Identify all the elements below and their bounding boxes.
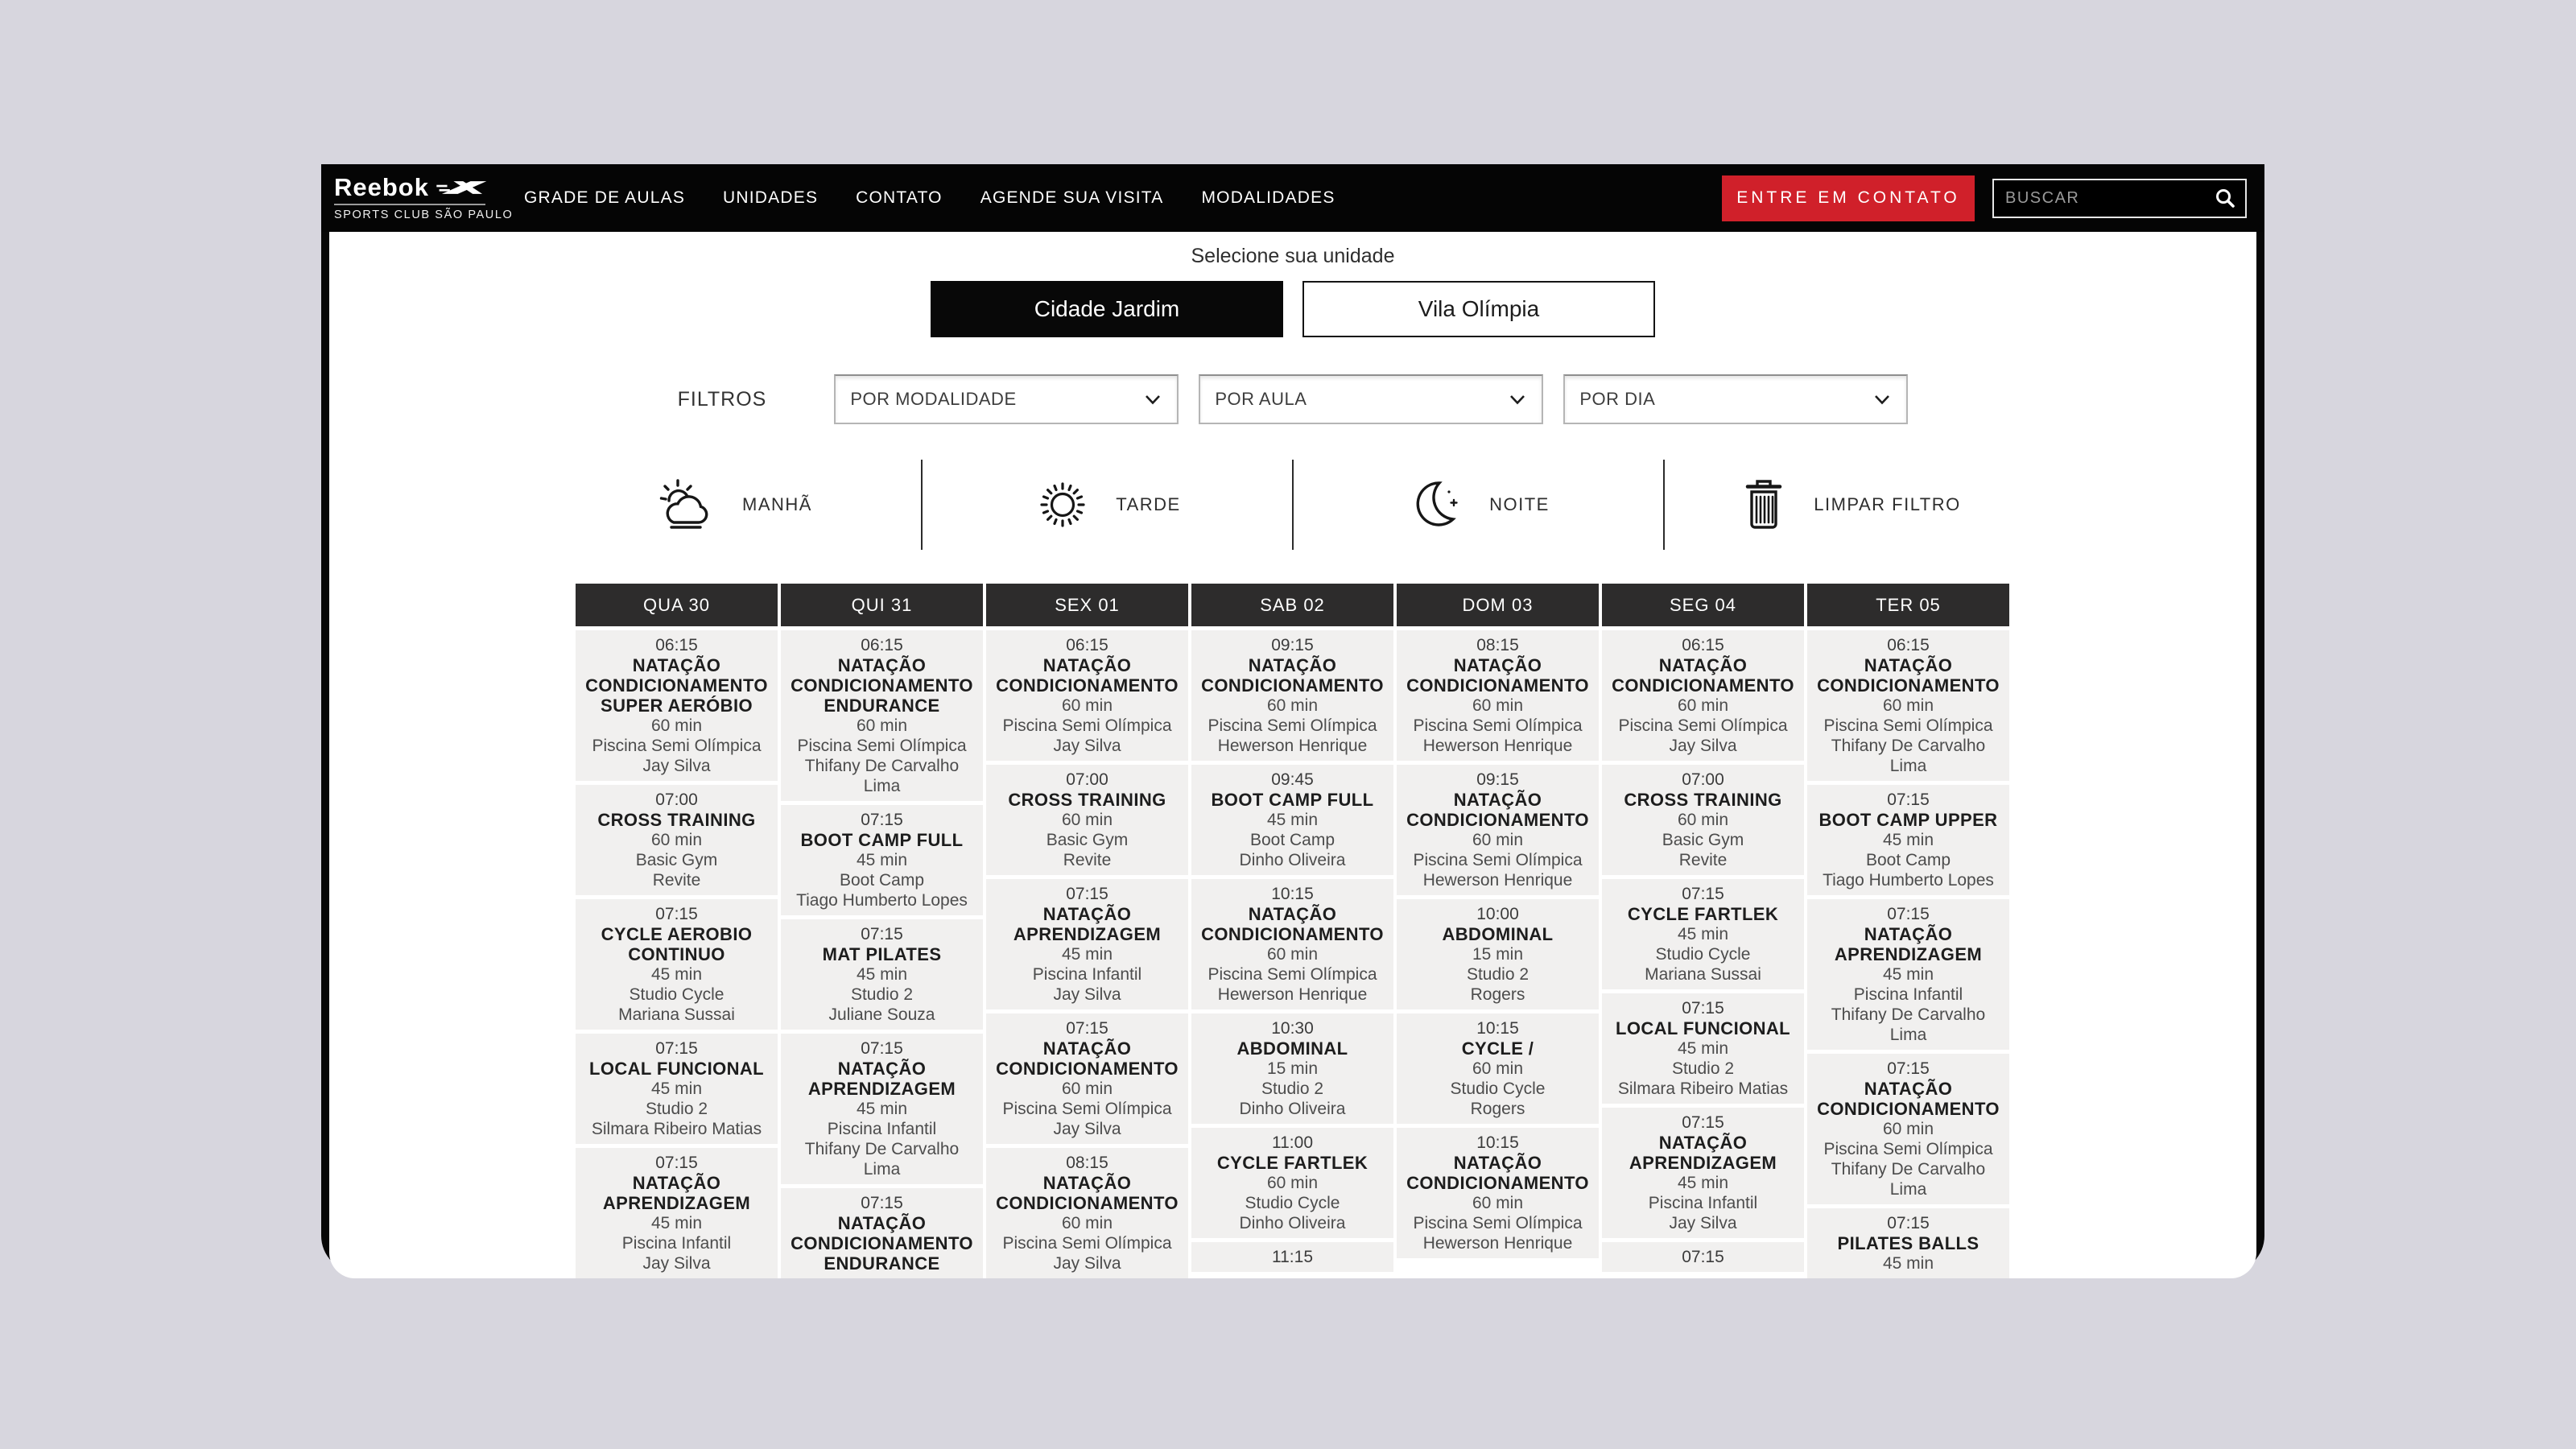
class-location: Piscina Semi Olímpica bbox=[1002, 716, 1172, 735]
class-location: Studio 2 bbox=[850, 985, 914, 1004]
schedule-day-column bbox=[986, 584, 1188, 1278]
class-duration: 60 min bbox=[650, 716, 703, 735]
unit-button-vila-olimpia[interactable]: Vila Olímpia bbox=[1302, 281, 1655, 337]
class-duration: 45 min bbox=[1266, 811, 1319, 829]
class-name: NATAÇÃO CONDICIONAMENTO bbox=[1406, 790, 1589, 830]
class-time: 06:15 bbox=[655, 636, 698, 654]
filters-label: FILTROS bbox=[677, 387, 767, 411]
class-location: Piscina Semi Olímpica bbox=[1823, 716, 1993, 735]
schedule-day-column bbox=[1397, 584, 1599, 1278]
class-name: NATAÇÃO CONDICIONAMENTO bbox=[1201, 904, 1384, 944]
browser-window bbox=[321, 164, 2264, 1273]
class-duration: 60 min bbox=[856, 716, 908, 735]
class-name: NATAÇÃO APRENDIZAGEM bbox=[1013, 904, 1162, 944]
class-location: Piscina Semi Olímpica bbox=[1002, 1234, 1172, 1253]
class-name: LOCAL FUNCIONAL bbox=[1615, 1018, 1791, 1038]
class-name: LOCAL FUNCIONAL bbox=[588, 1059, 765, 1079]
class-duration: 45 min bbox=[1882, 1254, 1934, 1273]
class-card bbox=[986, 1013, 1188, 1144]
nav-item-modalidades[interactable]: MODALIDADES bbox=[1201, 188, 1335, 207]
chevron-down-icon bbox=[1509, 394, 1525, 405]
class-instructor: Jay Silva bbox=[1053, 985, 1121, 1004]
class-instructor: Tiago Humberto Lopes bbox=[796, 891, 968, 910]
class-card bbox=[1807, 899, 2009, 1050]
class-card bbox=[1191, 879, 1393, 1009]
class-time: 07:15 bbox=[861, 925, 903, 943]
class-duration: 45 min bbox=[856, 851, 908, 869]
class-name: NATAÇÃO CONDICIONAMENTO ENDURANCE bbox=[791, 655, 973, 716]
class-instructor: Dinho Oliveira bbox=[1239, 1100, 1346, 1118]
schedule-day-column bbox=[576, 584, 778, 1278]
class-name: NATAÇÃO CONDICIONAMENTO SUPER AERÓBIO bbox=[585, 655, 768, 716]
class-instructor: Thifany De Carvalho Lima bbox=[1831, 1160, 1986, 1199]
schedule-day-column bbox=[1602, 584, 1804, 1278]
class-name: ABDOMINAL bbox=[1236, 1038, 1348, 1059]
class-instructor: Silmara Ribeiro Matias bbox=[591, 1120, 762, 1138]
class-time: 06:15 bbox=[1682, 636, 1724, 654]
class-card bbox=[576, 785, 778, 895]
class-time: 07:15 bbox=[861, 1039, 903, 1058]
class-name: ABDOMINAL bbox=[1442, 924, 1554, 944]
clear-filter-button[interactable] bbox=[1665, 476, 2034, 534]
class-location: Basic Gym bbox=[1662, 831, 1744, 849]
filter-por-modalidade-select[interactable] bbox=[834, 374, 1179, 424]
quick-filter-manha[interactable] bbox=[551, 476, 921, 534]
class-duration: 15 min bbox=[1266, 1059, 1319, 1078]
class-instructor: Thifany De Carvalho Lima bbox=[1831, 1005, 1986, 1044]
class-location: Piscina Infantil bbox=[1853, 985, 1963, 1004]
class-instructor: Juliane Souza bbox=[828, 1005, 935, 1024]
class-location: Studio Cycle bbox=[1450, 1080, 1546, 1098]
sun-cloud-icon bbox=[660, 476, 718, 534]
class-instructor: Mariana Sussai bbox=[618, 1005, 735, 1024]
class-instructor: Jay Silva bbox=[1053, 1254, 1121, 1273]
reebok-vector-icon bbox=[436, 175, 489, 200]
class-card bbox=[781, 805, 983, 915]
class-name: NATAÇÃO CONDICIONAMENTO bbox=[1612, 655, 1794, 696]
class-name: NATAÇÃO CONDICIONAMENTO bbox=[996, 1173, 1179, 1213]
class-time: 07:15 bbox=[861, 1194, 903, 1212]
class-duration: 60 min bbox=[1266, 696, 1319, 715]
navbar bbox=[321, 164, 2264, 232]
class-duration: 45 min bbox=[1882, 965, 1934, 984]
class-card bbox=[576, 899, 778, 1030]
class-card bbox=[576, 630, 778, 781]
class-card bbox=[1191, 1242, 1393, 1272]
class-duration: 15 min bbox=[1472, 945, 1524, 964]
class-location: Piscina Semi Olímpica bbox=[1413, 851, 1583, 869]
class-name: NATAÇÃO CONDICIONAMENTO bbox=[996, 1038, 1179, 1079]
class-location: Piscina Infantil bbox=[1648, 1194, 1758, 1212]
nav-item-unidades[interactable]: UNIDADES bbox=[723, 188, 819, 207]
class-instructor: Revite bbox=[1063, 851, 1112, 869]
class-card bbox=[1602, 630, 1804, 761]
class-card bbox=[986, 765, 1188, 875]
class-instructor: Mariana Sussai bbox=[1645, 965, 1761, 984]
class-name: BOOT CAMP FULL bbox=[1211, 790, 1374, 810]
class-location: Piscina Semi Olímpica bbox=[1208, 716, 1377, 735]
page-content bbox=[329, 232, 2256, 1278]
class-duration: 60 min bbox=[1061, 1214, 1113, 1232]
class-name: CYCLE FARTLEK bbox=[1627, 904, 1779, 924]
class-time: 07:15 bbox=[655, 1154, 698, 1172]
class-time: 07:15 bbox=[1066, 885, 1108, 903]
nav-item-grade-de-aulas[interactable]: GRADE DE AULAS bbox=[524, 188, 686, 207]
class-name: CYCLE AEROBIO CONTINUO bbox=[601, 924, 753, 964]
logo-subtitle: SPORTS CLUB SÃO PAULO bbox=[334, 208, 514, 221]
class-instructor: Jay Silva bbox=[642, 757, 711, 775]
class-time: 11:00 bbox=[1272, 1133, 1313, 1152]
class-card bbox=[1397, 1013, 1599, 1124]
class-name: BOOT CAMP FULL bbox=[800, 830, 964, 850]
chevron-down-icon bbox=[1874, 394, 1890, 405]
class-time: 10:30 bbox=[1271, 1019, 1314, 1038]
class-time: 09:45 bbox=[1271, 770, 1314, 789]
class-duration: 60 min bbox=[1677, 811, 1729, 829]
class-time: 07:15 bbox=[1682, 999, 1724, 1018]
class-time: 07:15 bbox=[861, 811, 903, 829]
sun-icon bbox=[1034, 476, 1092, 534]
class-time: 07:15 bbox=[1682, 1113, 1724, 1132]
class-card bbox=[781, 919, 983, 1030]
class-duration: 45 min bbox=[650, 965, 703, 984]
class-duration: 60 min bbox=[1472, 1059, 1524, 1078]
class-duration: 45 min bbox=[650, 1214, 703, 1232]
class-instructor: Revite bbox=[1678, 851, 1728, 869]
class-time: 06:15 bbox=[861, 636, 903, 654]
class-instructor: Hewerson Henrique bbox=[1422, 1234, 1573, 1253]
class-name: BOOT CAMP UPPER bbox=[1818, 810, 1998, 830]
quick-filter-tarde[interactable] bbox=[923, 476, 1292, 534]
class-location: Piscina Semi Olímpica bbox=[1823, 1140, 1993, 1158]
class-location: Piscina Infantil bbox=[827, 1120, 937, 1138]
contact-button[interactable]: ENTRE EM CONTATO bbox=[1722, 175, 1975, 221]
class-location: Basic Gym bbox=[635, 851, 718, 869]
class-time: 09:15 bbox=[1476, 770, 1519, 789]
moon-icon bbox=[1407, 476, 1465, 534]
class-location: Piscina Semi Olímpica bbox=[1413, 1214, 1583, 1232]
class-instructor: Jay Silva bbox=[642, 1254, 711, 1273]
class-card bbox=[986, 1148, 1188, 1278]
clear-filter-label: LIMPAR FILTRO bbox=[1814, 494, 1961, 514]
class-name: CROSS TRAINING bbox=[1624, 790, 1782, 810]
class-time: 07:15 bbox=[655, 905, 698, 923]
class-location: Piscina Semi Olímpica bbox=[1618, 716, 1788, 735]
quick-filter-tarde-label: TARDE bbox=[1116, 494, 1181, 514]
nav-item-contato[interactable]: CONTATO bbox=[856, 188, 943, 207]
class-location: Piscina Semi Olímpica bbox=[1208, 965, 1377, 984]
class-time: 07:00 bbox=[1066, 770, 1108, 789]
class-name: NATAÇÃO CONDICIONAMENTO bbox=[1406, 1153, 1589, 1193]
class-duration: 60 min bbox=[1061, 696, 1113, 715]
class-name: CYCLE FARTLEK bbox=[1216, 1153, 1368, 1173]
class-duration: 45 min bbox=[1677, 925, 1729, 943]
class-time: 07:00 bbox=[655, 791, 698, 809]
search-icon[interactable] bbox=[2215, 188, 2235, 208]
class-time: 07:15 bbox=[1682, 885, 1724, 903]
class-location: Boot Camp bbox=[839, 871, 925, 890]
class-duration: 60 min bbox=[1266, 1174, 1319, 1192]
class-instructor: Hewerson Henrique bbox=[1422, 737, 1573, 755]
class-duration: 45 min bbox=[1677, 1039, 1729, 1058]
class-duration: 45 min bbox=[1061, 945, 1113, 964]
class-time: 07:15 bbox=[1887, 1214, 1930, 1232]
class-location: Studio 2 bbox=[1466, 965, 1530, 984]
class-card bbox=[1807, 1054, 2009, 1204]
class-instructor: Thifany De Carvalho Lima bbox=[804, 757, 960, 795]
class-card bbox=[1807, 785, 2009, 895]
class-instructor: Jay Silva bbox=[1669, 737, 1737, 755]
quick-filter-noite-label: NOITE bbox=[1489, 494, 1550, 514]
class-card bbox=[1602, 1108, 1804, 1238]
main-menu bbox=[524, 188, 1335, 208]
class-location: Studio 2 bbox=[1261, 1080, 1324, 1098]
class-instructor: Rogers bbox=[1470, 985, 1525, 1004]
class-name: NATAÇÃO APRENDIZAGEM bbox=[1629, 1133, 1777, 1173]
day-header: DOM 03 bbox=[1397, 584, 1599, 626]
class-instructor: Jay Silva bbox=[1053, 737, 1121, 755]
class-duration: 60 min bbox=[1882, 1120, 1934, 1138]
class-location: Studio Cycle bbox=[1245, 1194, 1340, 1212]
class-card bbox=[781, 1034, 983, 1184]
class-duration: 60 min bbox=[1266, 945, 1319, 964]
class-name: NATAÇÃO CONDICIONAMENTO bbox=[1406, 655, 1589, 696]
class-instructor: Jay Silva bbox=[1669, 1214, 1737, 1232]
class-card bbox=[576, 1148, 778, 1278]
class-time: 08:15 bbox=[1476, 636, 1519, 654]
class-location: Studio 2 bbox=[1671, 1059, 1735, 1078]
class-card bbox=[1397, 1128, 1599, 1258]
quick-filters-row bbox=[551, 460, 2034, 550]
unit-selector bbox=[931, 281, 1655, 337]
day-header: QUA 30 bbox=[576, 584, 778, 626]
class-time: 06:15 bbox=[1066, 636, 1108, 654]
class-time: 07:15 bbox=[1887, 791, 1930, 809]
class-name: CROSS TRAINING bbox=[1008, 790, 1166, 810]
class-time: 07:15 bbox=[1066, 1019, 1108, 1038]
class-duration: 45 min bbox=[650, 1080, 703, 1098]
class-card bbox=[1191, 1013, 1393, 1124]
class-duration: 60 min bbox=[1472, 831, 1524, 849]
unit-selector-title: Selecione sua unidade bbox=[1191, 245, 1395, 267]
class-instructor: Thifany De Carvalho Lima bbox=[1831, 737, 1986, 775]
class-card bbox=[576, 1034, 778, 1144]
class-duration: 45 min bbox=[856, 965, 908, 984]
class-card bbox=[1602, 765, 1804, 875]
class-name: CROSS TRAINING bbox=[597, 810, 756, 830]
class-name: NATAÇÃO CONDICIONAMENTO bbox=[1817, 1079, 2000, 1119]
class-instructor: Tiago Humberto Lopes bbox=[1823, 871, 1994, 890]
day-header: SAB 02 bbox=[1191, 584, 1393, 626]
day-header: SEX 01 bbox=[986, 584, 1188, 626]
class-card bbox=[1602, 993, 1804, 1104]
filter-por-dia-value: POR DIA bbox=[1579, 389, 1656, 409]
filter-por-aula-value: POR AULA bbox=[1215, 389, 1307, 409]
class-instructor: Rogers bbox=[1470, 1100, 1525, 1118]
class-name: NATAÇÃO APRENDIZAGEM bbox=[602, 1173, 751, 1213]
class-time: 10:15 bbox=[1476, 1133, 1519, 1152]
class-location: Boot Camp bbox=[1865, 851, 1951, 869]
class-card bbox=[1602, 1242, 1804, 1272]
class-time: 08:15 bbox=[1066, 1154, 1108, 1172]
class-duration: 60 min bbox=[1061, 811, 1113, 829]
filters-row bbox=[678, 374, 1909, 424]
day-header: SEG 04 bbox=[1602, 584, 1804, 626]
class-name: NATAÇÃO CONDICIONAMENTO bbox=[996, 655, 1179, 696]
schedule-day-column bbox=[1191, 584, 1393, 1278]
class-time: 06:15 bbox=[1887, 636, 1930, 654]
filter-por-modalidade-value: POR MODALIDADE bbox=[850, 389, 1017, 409]
class-time: 11:15 bbox=[1272, 1248, 1313, 1266]
class-duration: 60 min bbox=[1472, 1194, 1524, 1212]
search-box[interactable] bbox=[1992, 179, 2247, 218]
search-input[interactable] bbox=[2005, 189, 2215, 208]
class-name: CYCLE / bbox=[1461, 1038, 1534, 1059]
class-card bbox=[1602, 879, 1804, 989]
class-name: NATAÇÃO CONDICIONAMENTO bbox=[1817, 655, 2000, 696]
class-instructor: Dinho Oliveira bbox=[1239, 1214, 1346, 1232]
class-instructor: Thifany De Carvalho Lima bbox=[804, 1140, 960, 1179]
class-location: Studio 2 bbox=[645, 1100, 708, 1118]
class-location: Piscina Semi Olímpica bbox=[1413, 716, 1583, 735]
class-location: Piscina Semi Olímpica bbox=[797, 737, 967, 755]
class-time: 10:00 bbox=[1476, 905, 1519, 923]
class-duration: 45 min bbox=[1882, 831, 1934, 849]
class-location: Piscina Semi Olímpica bbox=[1002, 1100, 1172, 1118]
class-card bbox=[1191, 765, 1393, 875]
class-location: Boot Camp bbox=[1249, 831, 1335, 849]
class-time: 07:15 bbox=[1887, 1059, 1930, 1078]
class-instructor: Dinho Oliveira bbox=[1239, 851, 1346, 869]
class-time: 07:15 bbox=[1887, 905, 1930, 923]
schedule-day-column bbox=[781, 584, 983, 1278]
class-name: PILATES BALLS bbox=[1837, 1233, 1979, 1253]
unit-button-cidade-jardim[interactable]: Cidade Jardim bbox=[931, 281, 1283, 337]
class-location: Studio Cycle bbox=[629, 985, 724, 1004]
class-card bbox=[1191, 630, 1393, 761]
filter-por-aula-select[interactable] bbox=[1199, 374, 1543, 424]
class-location: Piscina Infantil bbox=[621, 1234, 732, 1253]
class-card bbox=[1397, 630, 1599, 761]
quick-filter-manha-label: MANHÃ bbox=[742, 494, 812, 514]
class-card bbox=[986, 879, 1188, 1009]
quick-filter-noite[interactable] bbox=[1294, 476, 1663, 534]
class-time: 07:15 bbox=[1682, 1248, 1724, 1266]
filter-por-dia-select[interactable] bbox=[1563, 374, 1908, 424]
class-duration: 45 min bbox=[1677, 1174, 1729, 1192]
schedule-day-column bbox=[1807, 584, 2009, 1278]
logo-brand-text: Reebok bbox=[334, 172, 429, 201]
class-duration: 60 min bbox=[1472, 696, 1524, 715]
class-instructor: Revite bbox=[652, 871, 701, 890]
class-card bbox=[1807, 630, 2009, 781]
class-duration: 45 min bbox=[856, 1100, 908, 1118]
class-duration: 60 min bbox=[1061, 1080, 1113, 1098]
class-time: 10:15 bbox=[1476, 1019, 1519, 1038]
nav-item-agende-sua-visita[interactable]: AGENDE SUA VISITA bbox=[980, 188, 1164, 207]
class-time: 10:15 bbox=[1271, 885, 1314, 903]
class-location: Piscina Semi Olímpica bbox=[592, 737, 762, 755]
class-location: Studio Cycle bbox=[1655, 945, 1751, 964]
class-card bbox=[1397, 899, 1599, 1009]
day-header: QUI 31 bbox=[781, 584, 983, 626]
class-card bbox=[1191, 1128, 1393, 1238]
class-name: NATAÇÃO APRENDIZAGEM bbox=[807, 1059, 956, 1099]
class-name: NATAÇÃO APRENDIZAGEM bbox=[1834, 924, 1983, 964]
class-instructor: Hewerson Henrique bbox=[1217, 985, 1368, 1004]
class-instructor: Silmara Ribeiro Matias bbox=[1617, 1080, 1789, 1098]
class-card bbox=[781, 1188, 983, 1278]
class-card bbox=[1397, 765, 1599, 895]
trash-icon bbox=[1738, 476, 1790, 534]
class-duration: 60 min bbox=[1882, 696, 1934, 715]
class-card bbox=[986, 630, 1188, 761]
reebok-logo[interactable] bbox=[334, 172, 514, 221]
class-location: Piscina Infantil bbox=[1032, 965, 1142, 984]
class-name: MAT PILATES bbox=[822, 944, 942, 964]
class-instructor: Hewerson Henrique bbox=[1422, 871, 1573, 890]
class-card bbox=[1807, 1208, 2009, 1278]
class-instructor: Hewerson Henrique bbox=[1217, 737, 1368, 755]
day-header: TER 05 bbox=[1807, 584, 2009, 626]
logo-divider bbox=[334, 204, 485, 205]
class-time: 09:15 bbox=[1271, 636, 1314, 654]
class-time: 07:00 bbox=[1682, 770, 1724, 789]
class-name: NATAÇÃO CONDICIONAMENTO ENDURANCE bbox=[791, 1213, 973, 1274]
chevron-down-icon bbox=[1145, 394, 1161, 405]
class-instructor: Jay Silva bbox=[1053, 1120, 1121, 1138]
class-location: Basic Gym bbox=[1046, 831, 1129, 849]
class-duration: 60 min bbox=[1677, 696, 1729, 715]
class-card bbox=[781, 630, 983, 801]
class-time: 07:15 bbox=[655, 1039, 698, 1058]
class-name: NATAÇÃO CONDICIONAMENTO bbox=[1201, 655, 1384, 696]
schedule-table bbox=[576, 584, 2010, 1278]
class-duration: 60 min bbox=[650, 831, 703, 849]
